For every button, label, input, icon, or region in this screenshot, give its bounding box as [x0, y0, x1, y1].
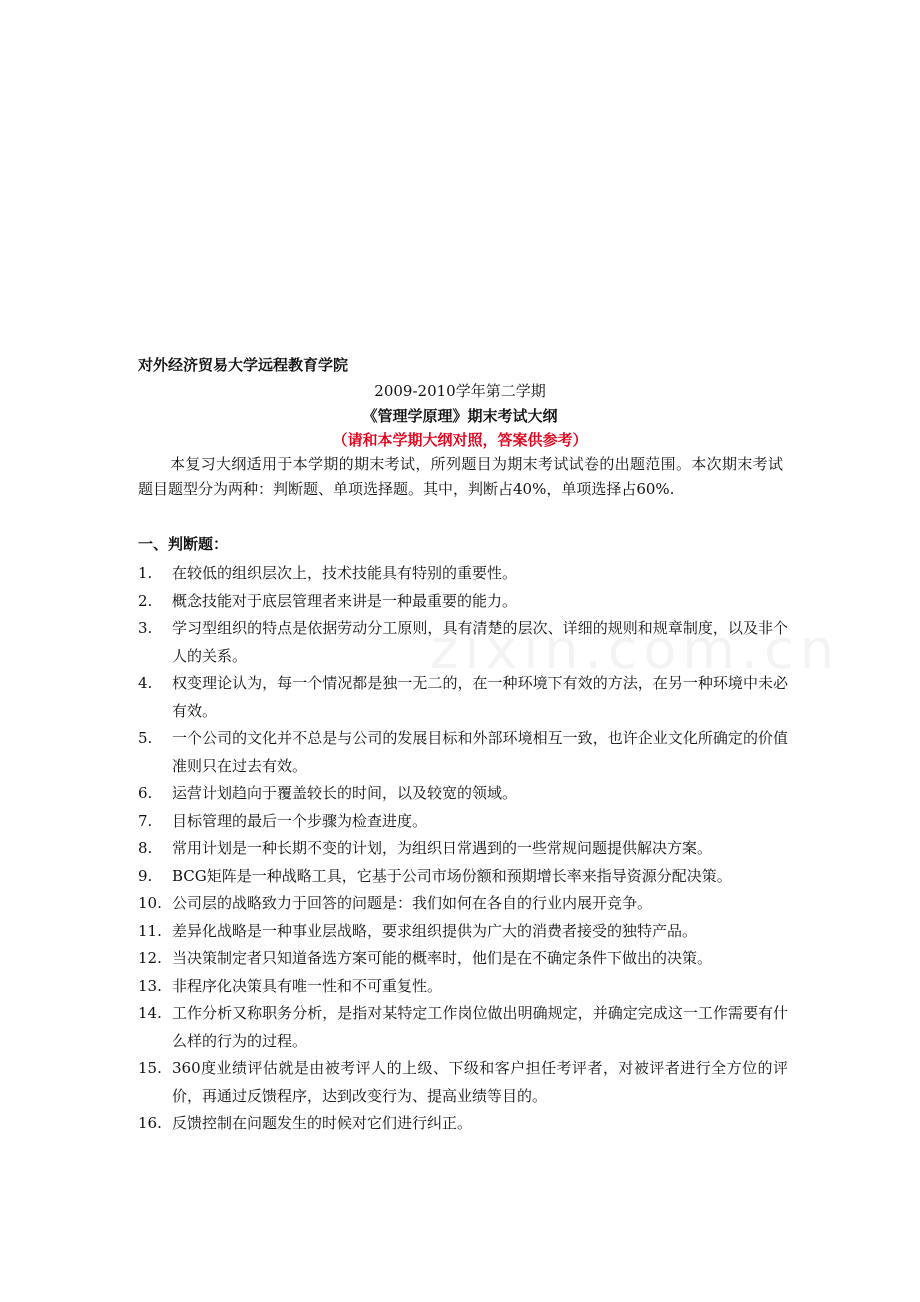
- question-text: 权变理论认为，每一个情况都是独一无二的，在一种环境下有效的方法，在另一种环境中未必有效。: [172, 674, 788, 720]
- question-number: 11.: [138, 921, 162, 940]
- question-list: [138, 560, 788, 1138]
- question-text: 当决策制定者只知道备选方案可能的概率时，他们是在不确定条件下做出的决策。: [172, 949, 713, 967]
- question-number: 7.: [138, 811, 153, 830]
- question-number: 2.: [138, 591, 153, 610]
- reference-note: （请和本学期大纲对照，答案供参考）: [332, 431, 588, 449]
- question-text: BCG矩阵是一种战略工具，它基于公司市场份额和预期增长率来指导资源分配决策。: [172, 866, 732, 885]
- question-number: 6.: [138, 784, 153, 802]
- question-number: 8.: [138, 839, 153, 857]
- question-item: [138, 670, 788, 725]
- question-item: [138, 918, 788, 946]
- question-text: 目标管理的最后一个步骤为检查进度。: [172, 811, 428, 830]
- question-text: 360度业绩评估就是由被考评人的上级、下级和客户担任考评者，对被评者进行全方位的评价，再通过反馈程序，达到改变行为、提高业绩等目的。: [172, 1059, 788, 1105]
- question-number: 3.: [138, 619, 153, 637]
- institution-name: 对外经济贸易大学远程教育学院: [138, 356, 349, 374]
- question-item: [138, 945, 788, 973]
- question-text: 常用计划是一种长期不变的计划，为组织日常遇到的一些常规问题提供解决方案。: [172, 839, 713, 857]
- question-number: 13.: [138, 976, 162, 995]
- question-item: [138, 1055, 788, 1110]
- question-text: 反馈控制在问题发生的时候对它们进行纠正。: [172, 1114, 473, 1132]
- question-number: 4.: [138, 674, 153, 692]
- question-text: 一个公司的文化并不总是与公司的发展目标和外部环境相互一致，也许企业文化所确定的价值准则只在过去有效。: [172, 729, 788, 775]
- question-text: 在较低的组织层次上，技术技能具有特别的重要性。: [172, 564, 518, 582]
- question-text: 差异化战略是一种事业层战略，要求组织提供为广大的消费者接受的独特产品。: [172, 921, 698, 940]
- question-number: 16.: [138, 1114, 162, 1132]
- question-item: [138, 808, 788, 836]
- question-item: [138, 973, 788, 1001]
- question-number: 15.: [138, 1059, 162, 1077]
- question-item: [138, 588, 788, 616]
- question-number: 10.: [138, 894, 162, 912]
- question-text: 非程序化决策具有唯一性和不可重复性。: [172, 976, 443, 995]
- section-heading: 一、判断题：: [138, 535, 229, 553]
- question-number: 14.: [138, 1004, 162, 1022]
- question-text: 概念技能对于底层管理者来讲是一种最重要的能力。: [172, 591, 518, 610]
- question-item: [138, 560, 788, 588]
- question-number: 1.: [138, 564, 153, 582]
- question-text: 学习型组织的特点是依据劳动分工原则，具有清楚的层次、详细的规则和规章制度，以及非个人的关系。: [172, 619, 788, 665]
- question-item: [138, 615, 788, 670]
- intro-paragraph: 本复习大纲适用于本学期的期末考试，所列题目为期末考试试卷的出题范围。本次期末考试题目题型分为两种：判断题、单项选择题。其中，判断占40%，单项选择占60%.: [138, 455, 783, 498]
- exam-title: 《管理学原理》期末考试大纲: [362, 407, 558, 425]
- question-item: [138, 890, 788, 918]
- question-number: 12.: [138, 949, 162, 967]
- question-item: [138, 725, 788, 780]
- term-label: 2009-2010学年第二学期: [374, 382, 546, 400]
- question-item: [138, 835, 788, 863]
- question-text: 公司层的战略致力于回答的问题是：我们如何在各自的行业内展开竞争。: [172, 894, 653, 912]
- question-item: [138, 1110, 788, 1138]
- question-text: 工作分析又称职务分析，是指对某特定工作岗位做出明确规定，并确定完成这一工作需要有什么样的行为的过程。: [172, 1004, 788, 1050]
- question-number: 9.: [138, 866, 153, 885]
- question-item: [138, 1000, 788, 1055]
- question-text: 运营计划趋向于覆盖较长的时间，以及较宽的领域。: [172, 784, 518, 802]
- question-number: 5.: [138, 729, 153, 747]
- question-item: [138, 780, 788, 808]
- question-item: [138, 863, 788, 891]
